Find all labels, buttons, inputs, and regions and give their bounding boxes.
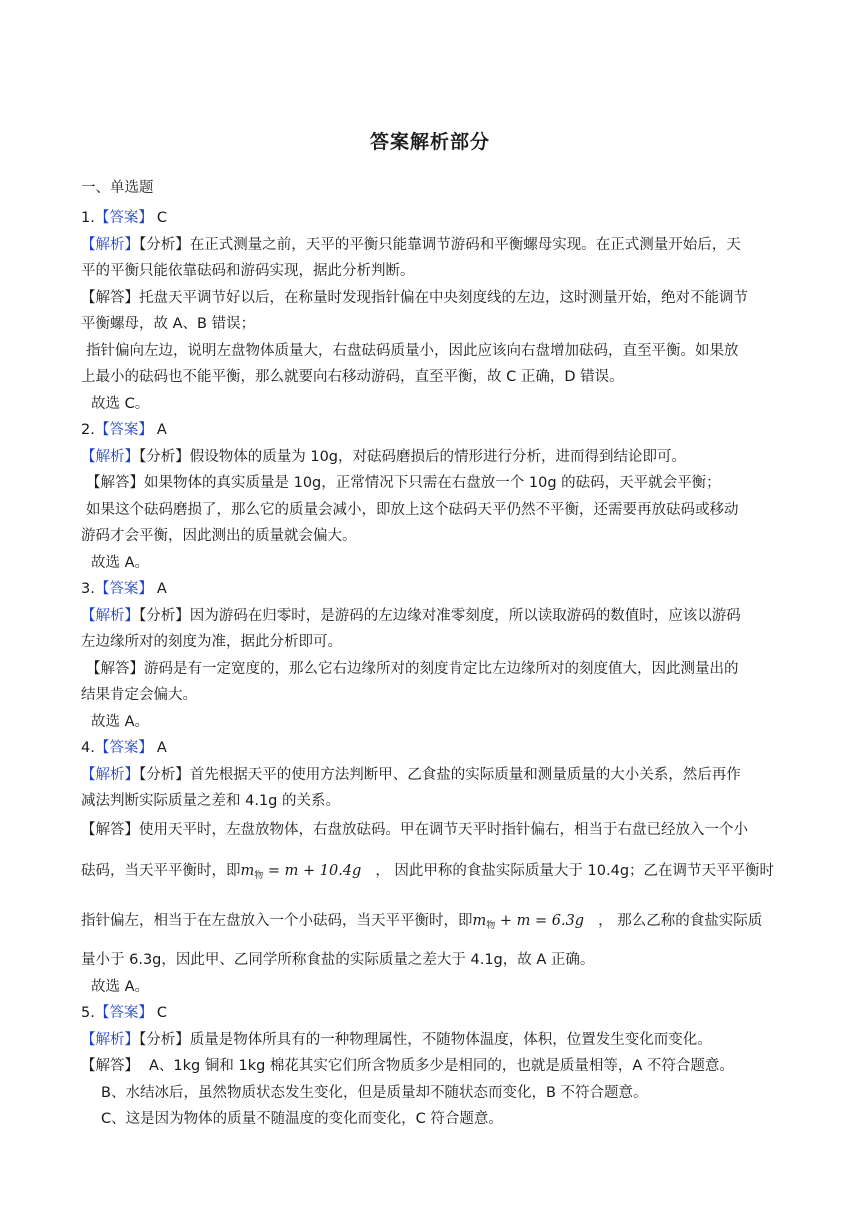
jiexi-label: 【解析】: [81, 1031, 139, 1048]
jieda-label: 【解答】: [81, 1058, 139, 1074]
jieda-label: 【解答】: [86, 660, 144, 677]
section-heading: 一、单选题: [81, 180, 154, 196]
q3-jieda-text: 游码是有一定宽度的，那么它右边缘所对的刻度肯定比左边缘所对的刻度值大，因此测量出的: [144, 660, 739, 677]
jiexi-label: 【解析】: [81, 607, 139, 624]
answer-label: 【答案】: [94, 581, 153, 597]
fenxi-label: 【分析】: [139, 236, 190, 253]
fenxi-label: 【分析】: [139, 766, 190, 783]
q1-conclusion: 故选 C。: [91, 395, 150, 412]
answer-content: [81, 205, 781, 1133]
q4-l3-pre: 指针偏左，相当于在左盘放入一个小砝码，当天平平衡时，即: [81, 912, 473, 929]
q5-fenxi-line: [81, 1027, 781, 1054]
q5-option-b: B、水结冰后，虽然物质状态发生变化，但是质量却不随状态而变化，B 不符合题意。: [101, 1084, 648, 1101]
q1-fenxi-cont: 平的平衡只能依靠砝码和游码实现，据此分析判断。: [81, 263, 415, 279]
q4-fenxi-text: 首先根据天平的使用方法判断甲、乙食盐的实际质量和测量质量的大小关系，然后再作: [189, 766, 741, 783]
q1-jieda-line: [81, 285, 781, 312]
q4-equation-1: $m_物 = m + 10.4g$: [240, 862, 362, 881]
q2-conclusion: 故选 A。: [91, 554, 150, 571]
q1-answer-line: [81, 205, 781, 232]
page-title: 答案解析部分: [369, 131, 490, 153]
q4-fenxi-cont: 减法判断实际质量之差和 4.1g 的关系。: [81, 793, 340, 809]
fenxi-label: 【分析】: [139, 448, 190, 465]
q2-jieda-line: [81, 470, 781, 497]
q1-fenxi-line: [81, 232, 781, 259]
fenxi-label: 【分析】: [139, 607, 190, 624]
fenxi-label: 【分析】: [139, 1031, 190, 1048]
q5-fenxi-text: 质量是物体所具有的一种物理属性，不随物体温度，体积，位置发生变化而变化。: [189, 1031, 712, 1048]
q5-answer: C: [156, 1005, 167, 1021]
answer-label: 【答案】: [94, 422, 153, 438]
q5-answer-line: [81, 1000, 781, 1027]
q2-answer-line: [81, 417, 781, 444]
q4-jieda-line: [81, 815, 781, 846]
q3-jieda-cont: 结果肯定会偏大。: [81, 687, 197, 703]
q1-fenxi-text: 在正式测量之前，天平的平衡只能靠调节游码和平衡螺母实现。在正式测量开始后，天: [189, 236, 741, 253]
q4-conclusion: 故选 A。: [91, 978, 150, 995]
q5-jieda-line: [81, 1053, 781, 1080]
q4-l3-post: ， 那么乙称的食盐实际质: [598, 912, 763, 929]
jiexi-label: 【解析】: [81, 448, 139, 465]
q2-jieda-text: 如果物体的真实质量是 10g，正常情况下只需在右盘放一个 10g 的砝码，天平就会平衡；: [144, 475, 721, 491]
q3-jieda-line: [81, 656, 781, 683]
q1-para2-line2: 上最小的砝码也不能平衡，那么就要向右移动游码，直至平衡，故 C 正确，D 错误。: [81, 369, 624, 385]
q4-equation-2: $m_物 + m = 6.3g$: [472, 912, 585, 931]
jieda-label: 【解答】: [86, 475, 144, 491]
q2-answer: A: [156, 422, 167, 438]
q3-answer-line: [81, 576, 781, 603]
q4-jieda-line3: [81, 896, 781, 946]
answer-label: 【答案】: [94, 740, 153, 756]
q1-jieda-text: 托盘天平调节好以后，在称量时发现指针偏在中央刻度线的左边，这时测量开始，绝对不能调节: [139, 289, 748, 306]
q3-answer: A: [156, 581, 167, 597]
q5-option-c: C、这是因为物体的质量不随温度的变化而变化，C 符合题意。: [101, 1111, 503, 1127]
q3-fenxi-cont: 左边缘所对的刻度为准，据此分析即可。: [81, 634, 342, 650]
q2-number: 2.: [81, 422, 95, 438]
q2-para2-line2: 游码才会平衡，因此测出的质量就会偏大。: [81, 528, 357, 544]
q2-fenxi-line: [81, 444, 781, 471]
q2-para2-line1: 如果这个砝码磨损了，那么它的质量会减小，即放上这个砝码天平仍然不平衡，还需要再放砝码或移动: [86, 501, 739, 518]
q1-number: 1.: [81, 210, 95, 226]
jiexi-label: 【解析】: [81, 766, 139, 783]
q4-l2-pre: 砝码，当天平平衡时，即: [81, 862, 241, 879]
q4-number: 4.: [81, 740, 95, 756]
q4-answer-line: [81, 735, 781, 762]
q4-l2-post: ， 因此甲称的食盐实际质量大于 10.4g；乙在调节天平平衡时: [375, 862, 775, 879]
q4-jieda-line2: [81, 846, 781, 896]
jieda-label: 【解答】: [81, 289, 139, 306]
jiexi-label: 【解析】: [81, 236, 139, 253]
q4-jieda-line4: 量小于 6.3g，因此甲、乙同学所称食盐的实际质量之差大于 4.1g，故 A 正确。: [81, 951, 595, 968]
q1-para2-line1: 指针偏向左边，说明左盘物体质量大，右盘砝码质量小，因此应该向右盘增加砝码，直至平衡。如果放: [86, 342, 739, 359]
q3-number: 3.: [81, 581, 95, 597]
q3-fenxi-text: 因为游码在归零时，是游码的左边缘对准零刻度，所以读取游码的数值时，应该以游码: [189, 607, 741, 624]
q2-fenxi-text: 假设物体的质量为 10g，对砝码磨损后的情形进行分析，进而得到结论即可。: [189, 448, 687, 465]
q4-jieda-text: 使用天平时，左盘放物体，右盘放砝码。甲在调节天平时指针偏右，相当于右盘已经放入一个小: [139, 821, 748, 838]
answer-label: 【答案】: [94, 1005, 153, 1021]
jieda-label: 【解答】: [81, 821, 139, 838]
q1-jieda-cont: 平衡螺母，故 A、B 错误；: [81, 316, 256, 332]
q5-number: 5.: [81, 1005, 95, 1021]
q1-answer: C: [156, 210, 167, 226]
q3-fenxi-line: [81, 603, 781, 630]
q4-answer: A: [156, 740, 167, 756]
q4-fenxi-line: [81, 762, 781, 789]
q3-conclusion: 故选 A。: [91, 713, 150, 730]
q5-jieda-text: A、1kg 铜和 1kg 棉花其实它们所含物质多少是相同的，也就是质量相等，A 不符合题意。: [149, 1058, 734, 1074]
answer-label: 【答案】: [94, 210, 153, 226]
